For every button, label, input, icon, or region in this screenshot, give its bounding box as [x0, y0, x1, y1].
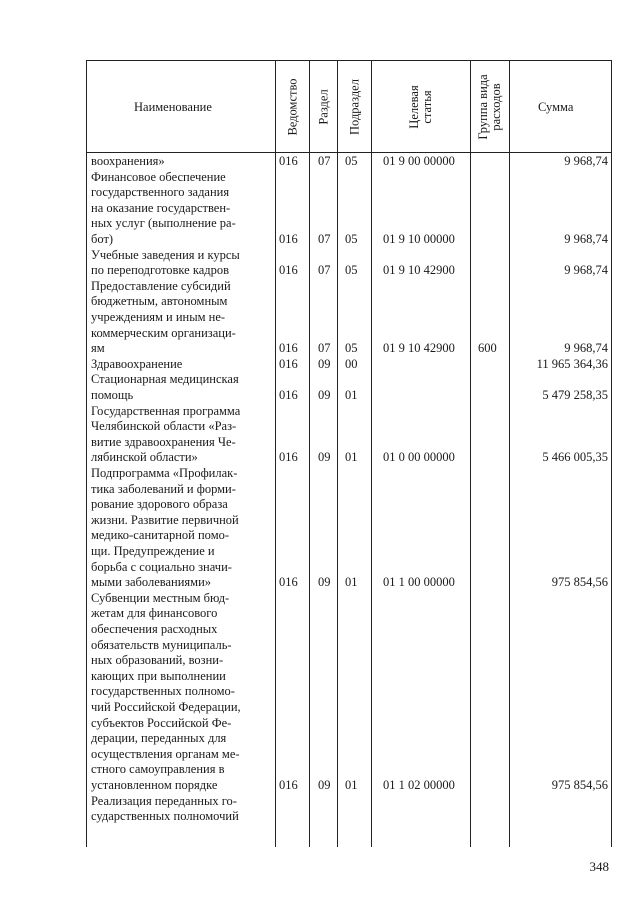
- vedomstvo-value: 016: [279, 778, 298, 792]
- name-line: ных услуг (выполнение ра-: [91, 216, 236, 231]
- vedomstvo-value: 016: [279, 263, 298, 278]
- vedomstvo-value: 016: [279, 575, 298, 590]
- name-line: тика заболеваний и форми-: [91, 481, 236, 496]
- header-bottom-rule: [86, 152, 612, 153]
- header-name: Наименование: [134, 100, 212, 114]
- podrazdel-value: 05: [345, 232, 358, 246]
- summa-value: 9 968,74: [564, 341, 608, 356]
- column-line-summa: [509, 152, 510, 847]
- header-gruppa-cell: [470, 60, 509, 153]
- razdel-value: 07: [318, 154, 331, 168]
- name-line: мыми заболеваниями»: [91, 575, 212, 590]
- name-line: Челябинской области «Раз-: [91, 419, 237, 434]
- name-line: субъектов Российской Фе-: [91, 715, 232, 730]
- vedomstvo-value: 016: [279, 154, 298, 168]
- column-line-razdel: [309, 152, 310, 847]
- summa-value: 5 479 258,35: [542, 388, 608, 402]
- name-line: Финансовое обеспечение: [91, 169, 226, 184]
- header-summa: Сумма: [538, 100, 574, 114]
- name-line: медико-санитарной помо-: [91, 528, 230, 543]
- name-line: Стационарная медицинская: [91, 372, 239, 387]
- column-line-left: [86, 152, 87, 847]
- name-line: Предоставление субсидий: [91, 278, 231, 293]
- header-name-cell: [86, 60, 275, 153]
- razdel-value: 07: [318, 263, 331, 278]
- vedomstvo-value: 016: [279, 388, 298, 402]
- celevaya-value: 01 9 10 00000: [383, 232, 455, 246]
- summa-value: 9 968,74: [564, 154, 608, 168]
- header-podrazdel: Подраздел: [347, 79, 361, 135]
- summa-value: 975 854,56: [551, 778, 608, 792]
- header-vedomstvo-cell: [275, 60, 309, 153]
- name-line: стного самоуправления в: [91, 762, 225, 777]
- celevaya-value: 01 0 00 00000: [383, 450, 455, 465]
- name-line: бюджетным, автономным: [91, 294, 228, 309]
- vedomstvo-value: 016: [279, 356, 298, 371]
- name-line: воохранения»: [91, 154, 165, 168]
- name-line: ям: [91, 341, 105, 356]
- name-line: кающих при выполнении: [91, 668, 226, 683]
- podrazdel-value: 05: [345, 341, 358, 356]
- celevaya-value: 01 1 00 00000: [383, 575, 455, 590]
- column-line-right: [611, 152, 612, 847]
- header-celevaya: Целевая статья: [407, 85, 434, 129]
- razdel-value: 07: [318, 341, 331, 356]
- name-line: по переподготовке кадров: [91, 263, 230, 278]
- header-razdel-cell: [309, 60, 337, 153]
- name-line: ных образований, возни-: [91, 653, 224, 668]
- name-line: обязательств муниципаль-: [91, 637, 232, 652]
- celevaya-value: 01 1 02 00000: [383, 778, 455, 792]
- header-razdel: Раздел: [316, 89, 330, 125]
- name-line: борьба с социально значи-: [91, 559, 232, 574]
- page-number: 348: [589, 859, 609, 874]
- name-line: сударственных полномочий: [91, 809, 239, 824]
- header-gruppa: Группа вида расходов: [476, 74, 503, 140]
- razdel-value: 07: [318, 232, 331, 246]
- podrazdel-value: 00: [345, 356, 358, 371]
- podrazdel-value: 05: [345, 154, 358, 168]
- summa-value: 5 466 005,35: [542, 450, 608, 465]
- celevaya-value: 01 9 00 00000: [383, 154, 455, 168]
- name-line: государственных полномо-: [91, 684, 235, 699]
- column-line-celevaya: [371, 152, 372, 847]
- name-line: жетам для финансового: [91, 606, 218, 621]
- name-line: щи. Предупреждение и: [91, 544, 215, 558]
- razdel-value: 09: [318, 356, 331, 371]
- razdel-value: 09: [318, 778, 331, 792]
- header-celevaya-cell: [371, 60, 470, 153]
- summa-value: 975 854,56: [551, 575, 608, 590]
- column-line-podrazdel: [337, 152, 338, 847]
- podrazdel-value: 01: [345, 450, 358, 465]
- podrazdel-value: 05: [345, 263, 358, 278]
- name-line: чий Российской Федерации,: [91, 700, 241, 714]
- name-line: учреждениям и иным не-: [91, 310, 226, 324]
- name-line: дерации, переданных для: [91, 731, 227, 746]
- name-line: Учебные заведения и курсы: [91, 247, 240, 262]
- podrazdel-value: 01: [345, 575, 358, 590]
- header-podrazdel-cell: [337, 60, 371, 153]
- name-line: лябинской области»: [91, 450, 198, 465]
- name-line: обеспечения расходных: [91, 622, 218, 636]
- name-line: на оказание государствен-: [91, 200, 231, 215]
- name-line: установленном порядке: [91, 778, 218, 792]
- celevaya-value: 01 9 10 42900: [383, 263, 455, 278]
- header-vedomstvo: Ведомство: [285, 78, 299, 136]
- summa-value: 11 965 364,36: [536, 356, 608, 371]
- summa-value: 9 968,74: [564, 263, 608, 278]
- name-line: бот): [91, 232, 114, 246]
- name-line: Субвенции местным бюд-: [91, 590, 230, 605]
- vedomstvo-value: 016: [279, 341, 298, 356]
- name-line: осуществления органам ме-: [91, 746, 240, 761]
- gruppa-value: 600: [478, 341, 497, 356]
- name-line: витие здравоохранения Че-: [91, 434, 236, 449]
- name-line: Реализация переданных го-: [91, 793, 237, 808]
- podrazdel-value: 01: [345, 778, 358, 792]
- name-line: жизни. Развитие первичной: [91, 512, 239, 527]
- podrazdel-value: 01: [345, 388, 358, 402]
- summa-value: 9 968,74: [564, 232, 608, 246]
- name-line: помощь: [91, 388, 134, 402]
- name-line: рование здорового образа: [91, 497, 228, 512]
- name-line: государственного задания: [91, 185, 230, 200]
- vedomstvo-value: 016: [279, 232, 298, 246]
- razdel-value: 09: [318, 450, 331, 465]
- vedomstvo-value: 016: [279, 450, 298, 465]
- name-line: коммерческим организаци-: [91, 325, 236, 340]
- name-line: Государственная программа: [91, 403, 241, 418]
- razdel-value: 09: [318, 388, 331, 402]
- header-summa-cell: [509, 60, 612, 153]
- celevaya-value: 01 9 10 42900: [383, 341, 455, 356]
- column-line-vedomstvo: [275, 152, 276, 847]
- name-line: Подпрограмма «Профилак-: [91, 466, 238, 480]
- column-line-gruppa: [470, 152, 471, 847]
- razdel-value: 09: [318, 575, 331, 590]
- name-line: Здравоохранение: [91, 356, 183, 371]
